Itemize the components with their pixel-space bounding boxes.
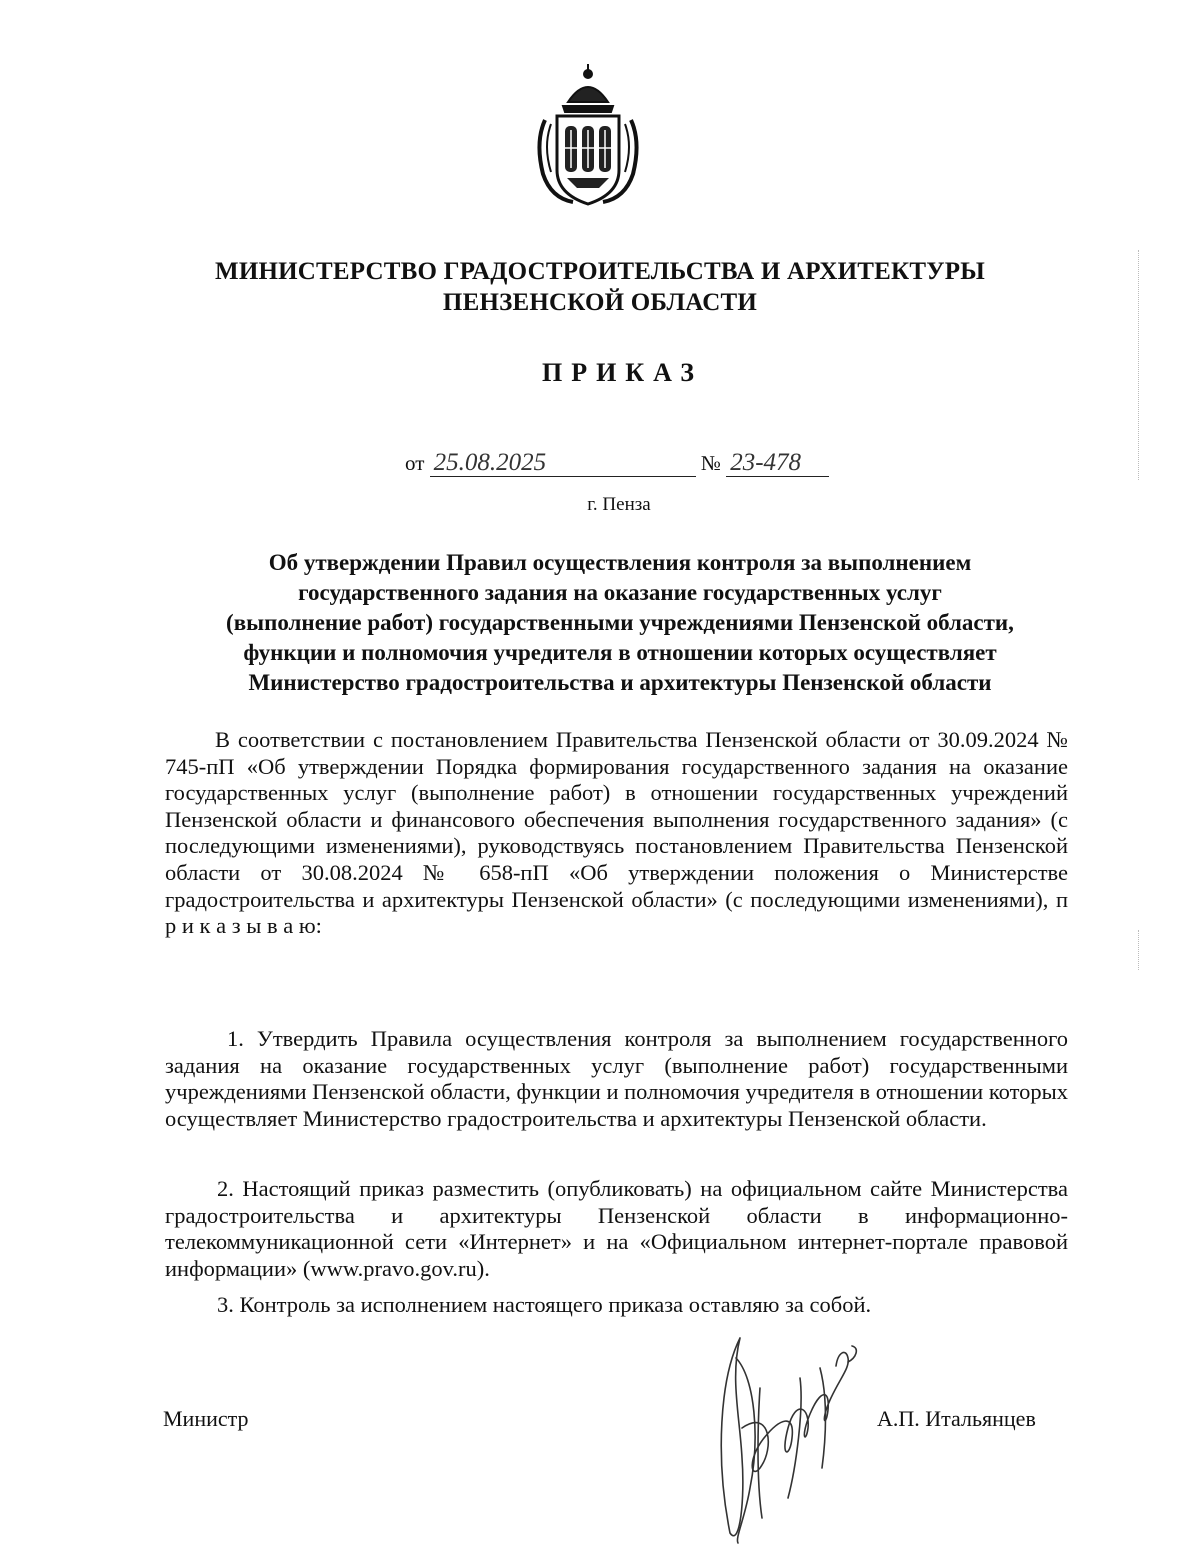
signatory-name: А.П. Итальянцев xyxy=(877,1406,1036,1431)
subject-line2: государственного задания на оказание государственных услуг xyxy=(298,580,942,605)
subject-line1: Об утверждении Правил осуществления контроля за выполнением xyxy=(268,550,972,575)
subject-line3: (выполнение работ) государственными учреждениями Пензенской области, xyxy=(226,610,1014,635)
number-value: 23-478 xyxy=(726,450,829,477)
order-item-2-text: 2. Настоящий приказ разместить (опубликовать) на официальном сайте Министерства градостроительства и архитектуры Пензенской области в информационно-телекоммуникационной сети «Интернет» и на «Официальном интернет-портале правовой информации» (www.pravo.gov.ru). xyxy=(165,1176,1068,1281)
ministry-name-line1: МИНИСТЕРСТВО ГРАДОСТРОИТЕЛЬСТВА И АРХИТЕКТУРЫ xyxy=(215,258,985,285)
scan-edge-marks-lower xyxy=(1138,930,1143,970)
order-subject xyxy=(150,548,1090,698)
document-type-title: ПРИКАЗ xyxy=(541,358,704,387)
ministry-name xyxy=(0,256,1200,318)
ministry-name-line2: ПЕНЗЕНСКОЙ ОБЛАСТИ xyxy=(442,289,758,316)
order-item-3 xyxy=(165,1292,1068,1319)
number-prefix: № xyxy=(700,451,721,475)
city: г. Пенза xyxy=(587,494,651,515)
handwritten-signature xyxy=(700,1318,875,1550)
order-item-2 xyxy=(165,1176,1068,1282)
coat-of-arms-icon xyxy=(533,62,643,212)
date-number-line xyxy=(405,450,829,477)
subject-line5: Министерство градостроительства и архитектуры Пензенской области xyxy=(248,670,992,695)
order-item-1-text: 1. Утвердить Правила осуществления контроля за выполнением государственного задания на оказание государственных услуг (выполнение работ) государственными учреждениями Пензенской области, функции и полномочия учредителя в отношении которых осуществляет Министерство градостроительства и архитектуры Пензенской области. xyxy=(165,1026,1068,1131)
signatory-position: Министр xyxy=(163,1406,249,1431)
scan-edge-marks xyxy=(1138,250,1143,480)
coat-of-arms-emblem xyxy=(533,62,643,212)
order-item-1 xyxy=(165,1026,1068,1132)
date-prefix: от xyxy=(405,451,425,475)
preamble-text: В соответствии с постановлением Правительства Пензенской области от 30.09.2024 № 745-пП «Об утверждении Порядка формирования государственного задания на оказание государственных услуг (выполнение работ) в отношении государственных учреждений Пензенской области и финансового обеспечения выполнения государственного задания» (с последующими изменениями), руководствуясь постановлением Правительства Пензенской области от 30.08.2024 № 658-пП «Об утверждении положения о Министерстве градостроительства и архитектуры Пензенской области» (с последующими изменениями), п р и к а з ы в а ю: xyxy=(165,727,1068,939)
preamble-paragraph xyxy=(165,727,1068,940)
subject-line4: функции и полномочия учредителя в отношении которых осуществляет xyxy=(243,640,997,665)
signature-icon xyxy=(700,1318,875,1550)
date-value: 25.08.2025 xyxy=(430,450,696,477)
order-item-3-text: 3. Контроль за исполнением настоящего приказа оставляю за собой. xyxy=(217,1292,872,1317)
